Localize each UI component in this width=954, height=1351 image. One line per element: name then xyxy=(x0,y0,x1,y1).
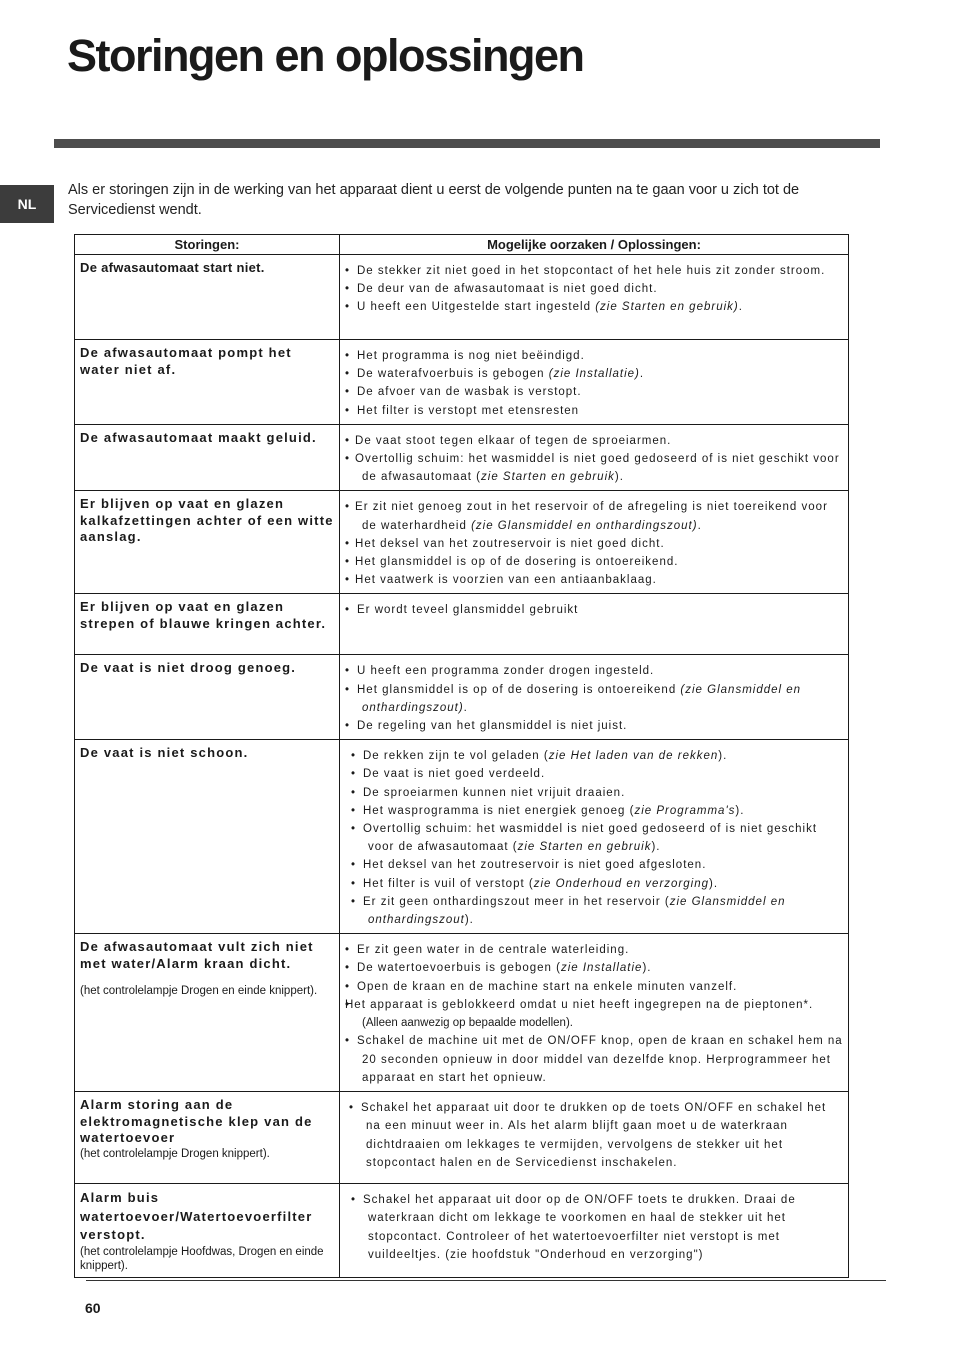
list-item: • De afvoer van de wasbak is verstopt. xyxy=(345,383,843,401)
problem-text: Er blijven op vaat en glazen kalkafzettingen achter of een witte aanslag. xyxy=(80,496,334,545)
problem-text: Alarm buis watertoevoer/Watertoevoerfilter verstopt. xyxy=(80,1190,313,1243)
language-tab: NL xyxy=(0,185,54,223)
list-item: • Het glansmiddel is op of de dosering is ontoereikend (zie Glansmiddel en onthardingszout). xyxy=(345,681,843,717)
solution-cell xyxy=(340,1184,849,1278)
table-row xyxy=(75,491,849,594)
problem-cell xyxy=(75,340,340,425)
table-row xyxy=(75,740,849,934)
solution-cell xyxy=(340,340,849,425)
list-item: • Het apparaat is geblokkeerd omdat u niet heeft ingegrepen na de pieptonen*. (Alleen aanwezig op bepaalde modellen). xyxy=(345,996,843,1032)
list-item: • Er wordt teveel glansmiddel gebruikt xyxy=(345,601,843,619)
list-item: • Het deksel van het zoutreservoir is niet goed dicht. xyxy=(345,535,843,553)
models-note: (Alleen aanwezig op bepaalde modellen). xyxy=(362,1017,573,1030)
list-item: • Open de kraan en de machine start na enkele minuten vanzelf. xyxy=(345,978,843,996)
list-item: • De vaat is niet goed verdeeld. xyxy=(351,765,843,783)
problem-cell xyxy=(75,594,340,655)
table-row xyxy=(75,934,849,1092)
table-row xyxy=(75,655,849,740)
page-title: Storingen en oplossingen xyxy=(67,30,584,81)
problem-cell xyxy=(75,655,340,740)
solution-cell xyxy=(340,655,849,740)
list-item: • Het glansmiddel is op of de dosering is ontoereikend. xyxy=(345,553,843,571)
solution-cell xyxy=(340,1092,849,1184)
list-item: • U heeft een programma zonder drogen ingesteld. xyxy=(345,662,843,680)
list-item: • De vaat stoot tegen elkaar of tegen de sproeiarmen. xyxy=(345,432,843,450)
problem-cell xyxy=(75,424,340,491)
problem-text: De vaat is niet droog genoeg. xyxy=(80,660,297,676)
intro-text: Als er storingen zijn in de werking van het apparaat dient u eerst de volgende punten na te gaan voor u zich tot de Servicedienst wendt. xyxy=(68,182,800,218)
problem-text: Er blijven op vaat en glazen strepen of blauwe kringen achter. xyxy=(80,599,327,631)
list-item: • Het deksel van het zoutreservoir is niet goed afgesloten. xyxy=(351,856,843,874)
list-item: • Schakel het apparaat uit door te drukken op de toets ON/OFF en schakel het na een minuut weer in. Als het alarm blijft gaan moet u de waterkraan dichtdraaien om lekkages te vermijden, vervolgens de stekker uit het stopcontact halen en de Servicedienst inschakelen. xyxy=(349,1099,843,1172)
list-item: • Het wasprogramma is niet energiek genoeg (zie Programma's). xyxy=(351,802,843,820)
list-item: • Het vaatwerk is voorzien van een antiaanbaklaag. xyxy=(345,571,843,589)
list-item: • De stekker zit niet goed in het stopcontact of het hele huis zit zonder stroom. xyxy=(345,262,843,280)
problem-cell xyxy=(75,934,340,1092)
list-item: • De waterafvoerbuis is gebogen (zie Installatie). xyxy=(345,365,843,383)
indicator-note: (het controlelampje Drogen knippert). xyxy=(80,1147,270,1160)
solution-cell xyxy=(340,255,849,340)
problem-text: De afwasautomaat pompt het water niet af. xyxy=(80,345,292,377)
header-problems: Storingen: xyxy=(75,235,340,255)
page-number: 60 xyxy=(85,1300,101,1316)
footer-rule xyxy=(86,1280,886,1281)
table-row xyxy=(75,424,849,491)
problem-cell xyxy=(75,255,340,340)
problem-cell xyxy=(75,1184,340,1278)
table-row xyxy=(75,255,849,340)
problem-text: Alarm storing aan de elektromagnetische klep van de watertoevoer xyxy=(80,1097,313,1146)
indicator-note: (het controlelampje Drogen en einde knippert). xyxy=(80,985,318,998)
solution-cell xyxy=(340,594,849,655)
problem-cell xyxy=(75,1092,340,1184)
problem-cell xyxy=(75,491,340,594)
list-item: • De deur van de afwasautomaat is niet goed dicht. xyxy=(345,280,843,298)
list-item: • Het filter is verstopt met etensresten xyxy=(345,402,843,420)
title-rule xyxy=(54,139,880,148)
problem-text: De vaat is niet schoon. xyxy=(80,745,249,761)
list-item: • Er zit geen water in de centrale waterleiding. xyxy=(345,941,843,959)
list-item: • Overtollig schuim: het wasmiddel is niet goed gedoseerd of is niet geschikt voor de afwasautomaat (zie Starten en gebruik). xyxy=(345,450,843,486)
problem-text: De afwasautomaat maakt geluid. xyxy=(80,429,317,445)
table-row xyxy=(75,594,849,655)
list-item: • U heeft een Uitgestelde start ingesteld (zie Starten en gebruik). xyxy=(345,298,843,316)
list-item: • De regeling van het glansmiddel is niet juist. xyxy=(345,717,843,735)
list-item: • De sproeiarmen kunnen niet vrijuit draaien. xyxy=(351,784,843,802)
problem-cell xyxy=(75,740,340,934)
list-item: • De watertoevoerbuis is gebogen (zie Installatie). xyxy=(345,959,843,977)
problem-text: De afwasautomaat vult zich niet met water/Alarm kraan dicht. xyxy=(80,939,314,971)
solution-cell xyxy=(340,740,849,934)
list-item: • Overtollig schuim: het wasmiddel is niet goed gedoseerd of is niet geschikt voor de afwasautomaat (zie Starten en gebruik). xyxy=(351,820,843,856)
table-row xyxy=(75,1184,849,1278)
solution-cell xyxy=(340,934,849,1092)
list-item: • Er zit niet genoeg zout in het reservoir of de afregeling is niet toereikend voor de waterhardheid (zie Glansmiddel en onthardingszout). xyxy=(345,498,843,534)
list-item: • Schakel het apparaat uit door op de ON/OFF toets te drukken. Draai de waterkraan dicht om lekkage te voorkomen en haal de stekker uit het stopcontact. Controleer of het watertoevoerfilter niet verstopt is met vuildeeltjes. (zie hoofdstuk "Onderhoud en verzorging") xyxy=(351,1191,843,1264)
list-item: • Het filter is vuil of verstopt (zie Onderhoud en verzorging). xyxy=(351,875,843,893)
list-item: • Het programma is nog niet beëindigd. xyxy=(345,347,843,365)
list-item: • Er zit geen onthardingszout meer in het reservoir (zie Glansmiddel en onthardingszout). xyxy=(351,893,843,929)
header-solutions: Mogelijke oorzaken / Oplossingen: xyxy=(340,235,849,255)
problem-text: De afwasautomaat start niet. xyxy=(80,260,265,275)
list-item: • Schakel de machine uit met de ON/OFF knop, open de kraan en schakel hem na 20 seconden opnieuw in door middel van dezelfde knop. Herprogrammeer het apparaat en start het opnieuw. xyxy=(345,1032,843,1087)
solution-cell xyxy=(340,424,849,491)
table-header-row xyxy=(75,235,849,255)
table-row xyxy=(75,1092,849,1184)
troubleshooting-table xyxy=(74,234,849,1278)
indicator-note: (het controlelampje Hoofdwas, Drogen en einde knippert). xyxy=(80,1245,324,1272)
list-item: • De rekken zijn te vol geladen (zie Het laden van de rekken). xyxy=(351,747,843,765)
solution-cell xyxy=(340,491,849,594)
table-row xyxy=(75,340,849,425)
